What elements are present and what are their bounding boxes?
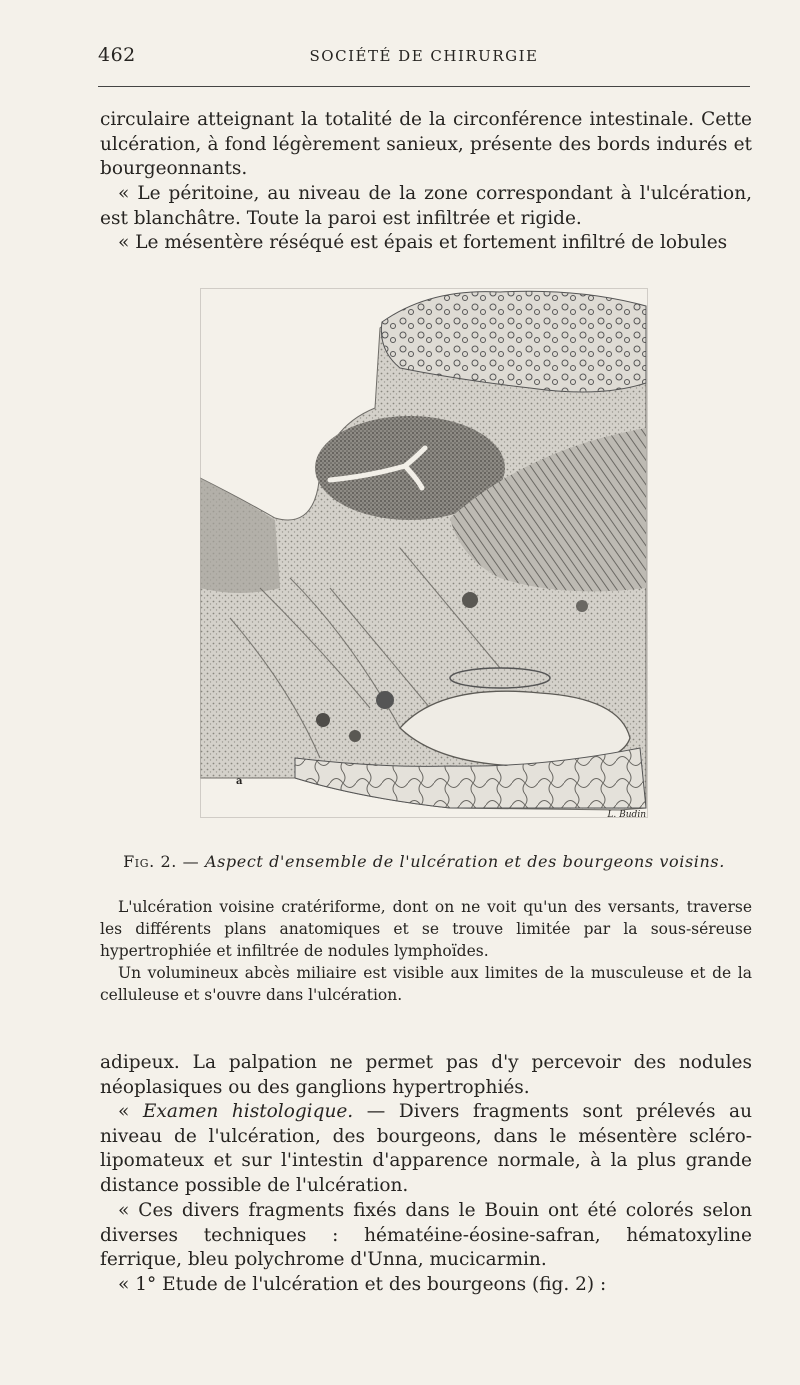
histology-illustration <box>200 288 648 818</box>
paragraph-bottom-4: « 1° Etude de l'ulcération et des bourgeons (fig. 2) : <box>118 1274 607 1295</box>
paragraph-top-2: « Le péritoine, au niveau de la zone correspondant à l'ulcération, est blanchâtre. Toute la paroi est infiltrée et rigide. <box>100 183 752 229</box>
page-header <box>98 44 750 74</box>
illustrator-signature: L. Budin <box>607 810 646 820</box>
section-heading: Examen histologique. <box>142 1101 354 1122</box>
caption-note-1: L'ulcération voisine cratériforme, dont on ne voit qu'un des versants, traverse les différents plans anatomiques et se trouve limitée par la sous-séreuse hypertrophiée et infiltrée de nodules lymphoïdes. <box>100 898 752 960</box>
paragraph-top-1: circulaire atteignant la totalité de la circonférence intestinale. Cette ulcération, à fond légèrement sanieux, présente des bords indurés et bourgeonnants. <box>100 109 752 179</box>
header-rule <box>98 86 750 87</box>
figure-label: Fig. 2. <box>123 852 177 871</box>
paragraph-bottom-2 <box>100 1100 752 1198</box>
page-number: 462 <box>98 44 136 66</box>
paragraph-bottom-1: adipeux. La palpation ne permet pas d'y percevoir des nodules néoplasiques ou des ganglions hypertrophiés. <box>100 1052 752 1098</box>
paragraph-bottom-2-text: — Divers fragments sont prélevés au niveau de l'ulcération, des bourgeons, dans le mésentère scléro-lipomateux et sur l'intestin d'apparence normale, à la plus grande distance possible de l'ulcération. <box>100 1101 752 1196</box>
figure-dash: — <box>176 852 205 871</box>
caption-note-2: Un volumineux abcès miliaire est visible aux limites de la musculeuse et de la celluleuse et s'ouvre dans l'ulcération. <box>100 964 752 1004</box>
quote-open: « <box>118 1101 143 1122</box>
paragraph-bottom-3: « Ces divers fragments fixés dans le Bouin ont été colorés selon diverses techniques : hématéine-éosine-safran, hématoxyline ferrique, bleu polychrome d'Unna, mucicarmin. <box>100 1200 752 1270</box>
histology-figure <box>200 288 648 818</box>
figure-marker: a <box>236 776 243 787</box>
figure-caption-text: Aspect d'ensemble de l'ulcération et des bourgeons voisins. <box>204 852 725 871</box>
running-head: SOCIÉTÉ DE CHIRURGIE <box>309 47 539 65</box>
figure-caption <box>98 852 750 871</box>
paragraph-top-3: « Le mésentère réséqué est épais et fortement infiltré de lobules <box>118 232 728 253</box>
